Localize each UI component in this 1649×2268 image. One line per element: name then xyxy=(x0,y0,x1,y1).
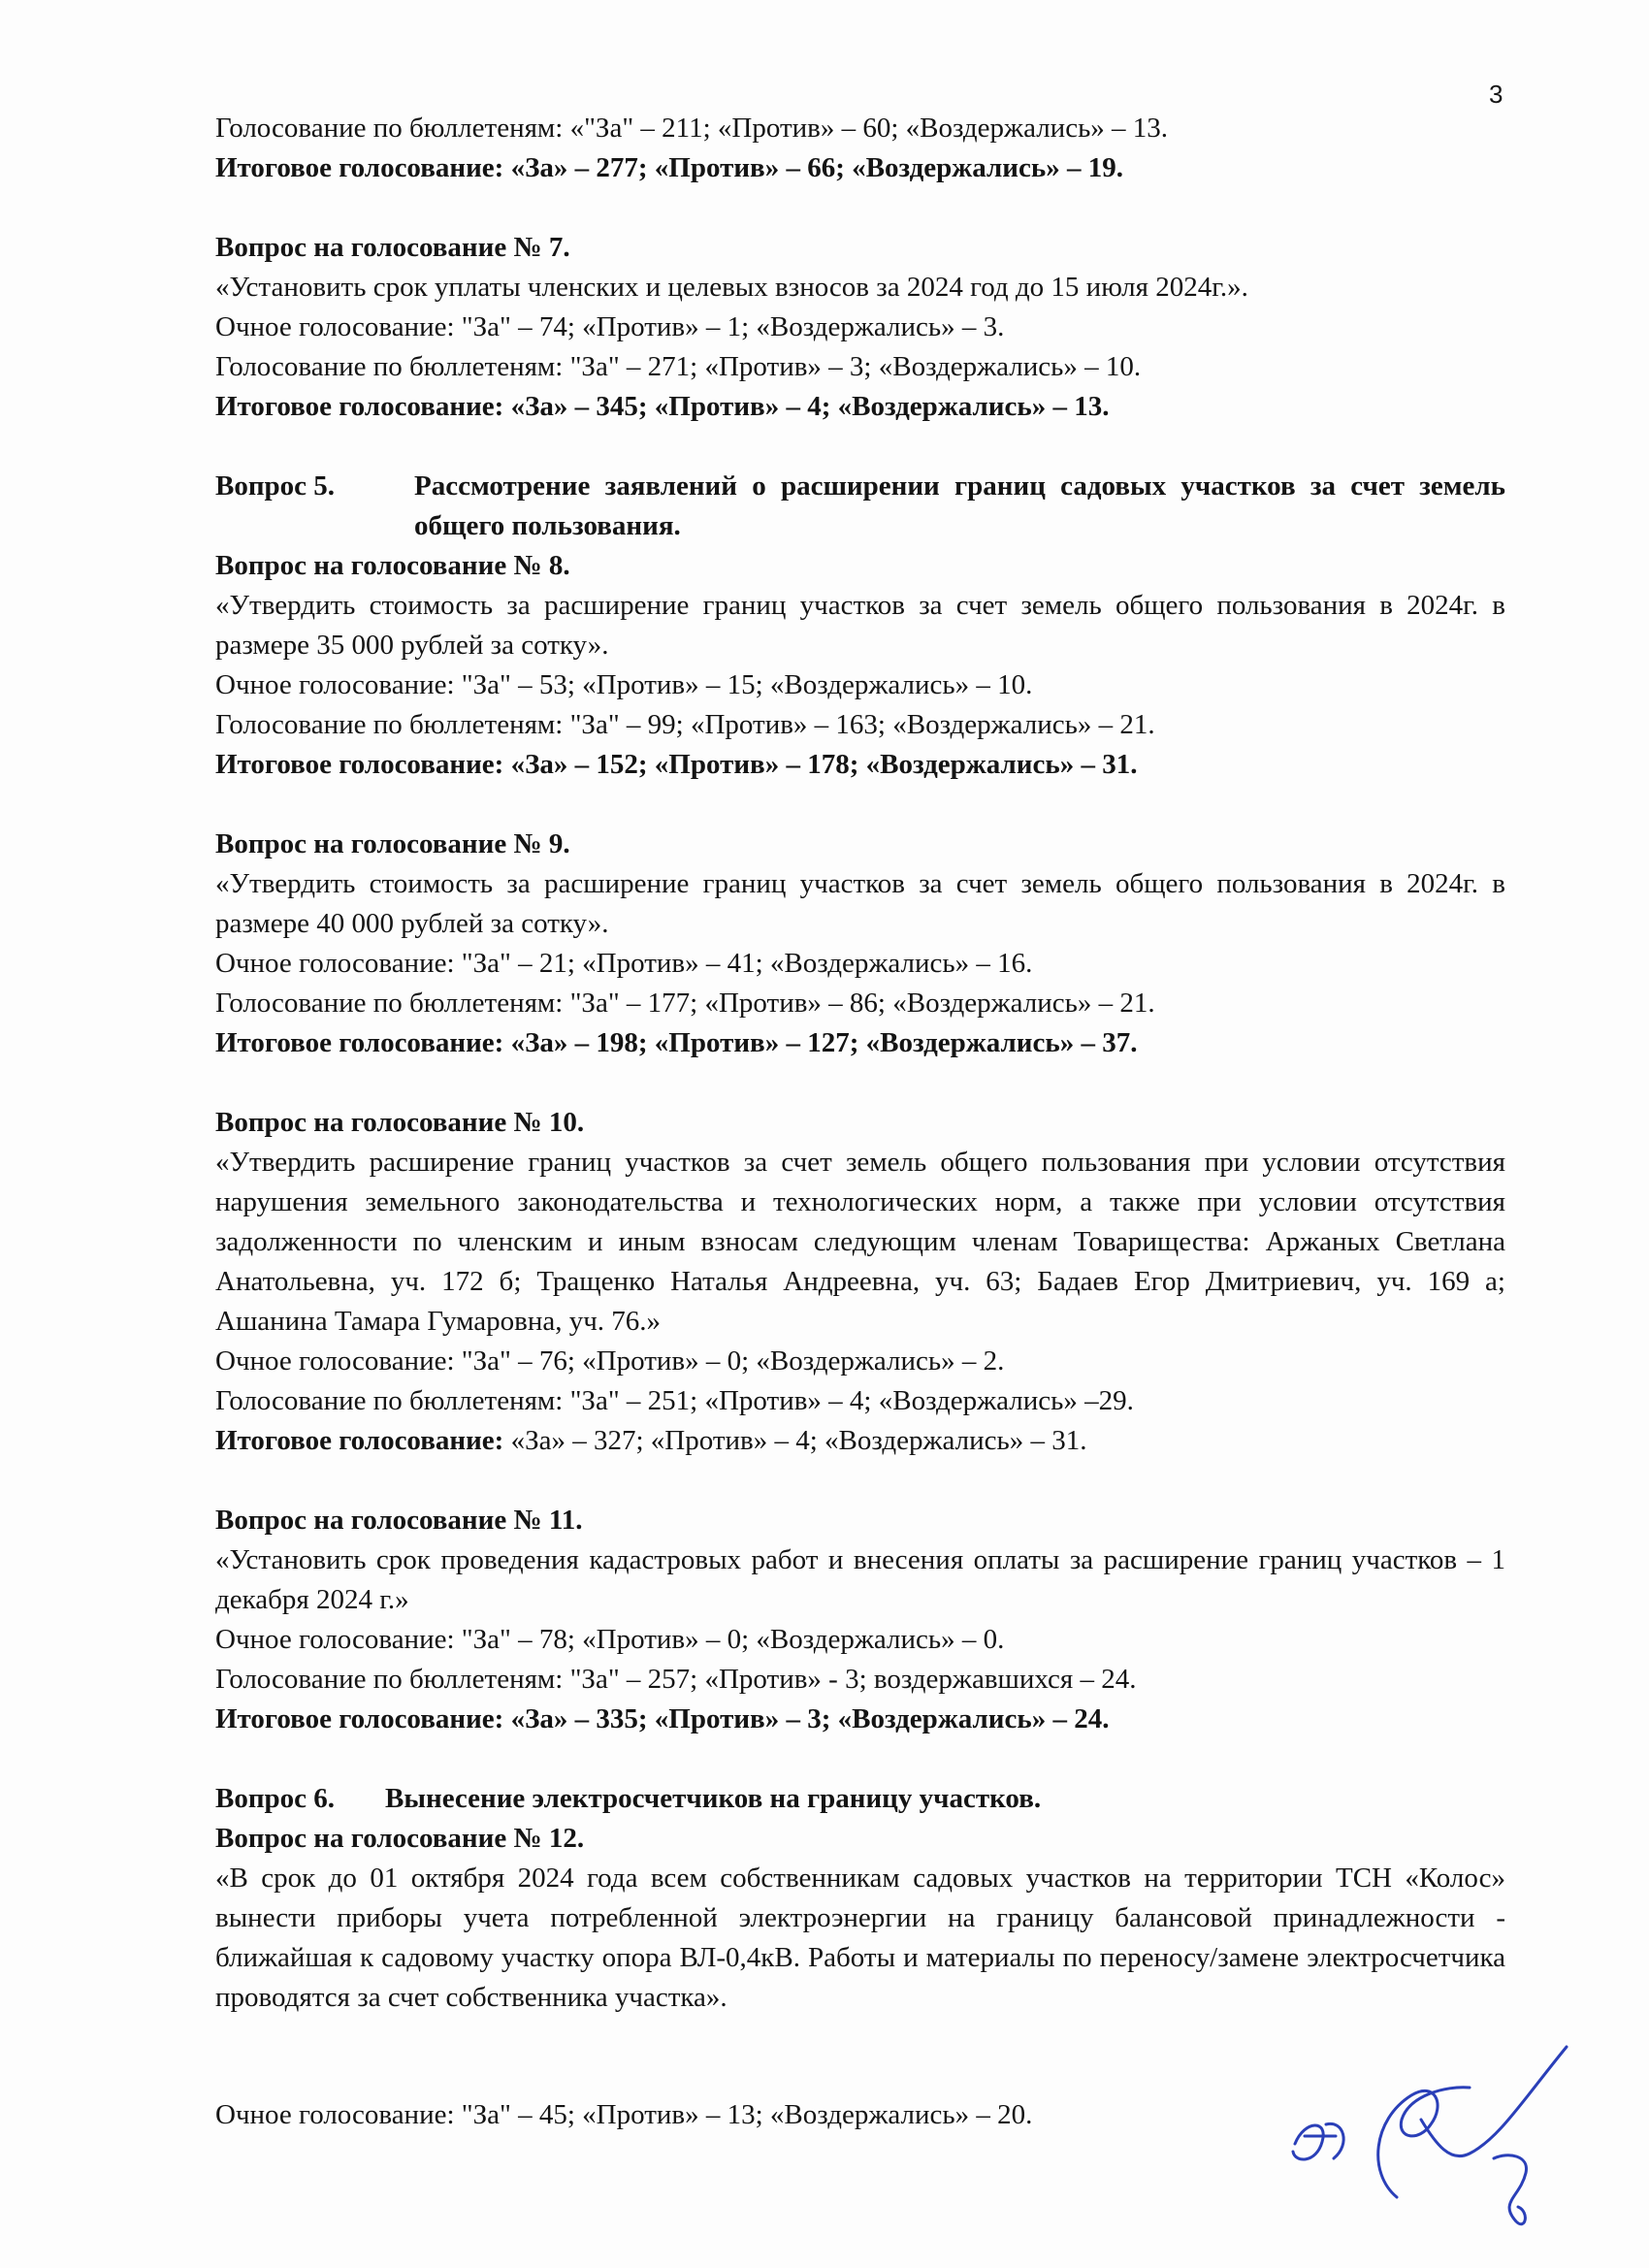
q7-ballot-vote: Голосование по бюллетеням: "За" – 271; «Против» – 3; «Воздержались» – 10. xyxy=(215,351,1142,382)
q11-inperson-vote: Очное голосование: "За" – 78; «Против» – 0; «Воздержались» – 0. xyxy=(215,1624,1005,1655)
spacer xyxy=(215,427,1505,467)
page-number: 3 xyxy=(1489,80,1504,109)
q10-inperson-vote: Очное голосование: "За" – 76; «Против» – 0; «Воздержались» – 2. xyxy=(215,1345,1005,1377)
q10-heading: Вопрос на голосование № 10. xyxy=(215,1107,585,1138)
signature-initials-stroke xyxy=(1293,2123,1343,2159)
q9-ballot-vote: Голосование по бюллетеням: "За" – 177; «Против» – 86; «Воздержались» – 21. xyxy=(215,988,1155,1019)
signature-loop-stroke xyxy=(1378,2088,1470,2197)
section-5-number: Вопрос 5. xyxy=(215,470,336,502)
q8-ballot-vote: Голосование по бюллетеням: "За" – 99; «Против» – 163; «Воздержались» – 21. xyxy=(215,709,1155,740)
q10-total-vote xyxy=(215,1421,1505,1461)
q7-total-vote: Итоговое голосование: «За» – 345; «Против» – 4; «Воздержались» – 13. xyxy=(215,391,1110,422)
q12-text: «В срок до 01 октября 2024 года всем собственникам садовых участков на территории ТСН «Колос» вынести приборы учета потребленной электроэнергии на границу балансовой принадлежности - ближайшая к садовому участку опора ВЛ-0,4кВ. Работы и материалы по переносу/замене электросчетчика проводятся за счет собственника участка». xyxy=(215,1863,1505,2013)
q12-inperson-vote: Очное голосование: "За" – 45; «Против» – 13; «Воздержались» – 20. xyxy=(215,2099,1033,2130)
section-5-title: Рассмотрение заявлений о расширении границ садовых участков за счет земель общего пользования. xyxy=(414,470,1505,541)
q11-text: «Установить срок проведения кадастровых работ и внесения оплаты за расширение границ участков – 1 декабря 2024 г.» xyxy=(215,1544,1505,1615)
spacer xyxy=(215,785,1505,825)
q7-inperson-vote: Очное голосование: "За" – 74; «Против» – 1; «Воздержались» – 3. xyxy=(215,311,1005,342)
q8-inperson-vote: Очное голосование: "За" – 53; «Против» – 15; «Воздержались» – 10. xyxy=(215,669,1033,700)
q10-text: «Утвердить расширение границ участков за счет земель общего пользования при условии отсутствия нарушения земельного законодательства и технологических норм, а также при условии отсутствия задолженности по членским и иным взносам следующим членам Товарищества: Аржаных Светлана Анатольевна, уч. 172 б; Тращенко Наталья Андреевна, уч. 63; Бадаев Егор Дмитриевич, уч. 169 а; Ашанина Тамара Гумаровна, уч. 76.» xyxy=(215,1147,1505,1337)
prev-total-vote: Итоговое голосование: «За» – 277; «Против» – 66; «Воздержались» – 19. xyxy=(215,152,1123,183)
q7-heading: Вопрос на голосование № 7. xyxy=(215,232,570,263)
q11-heading: Вопрос на голосование № 11. xyxy=(215,1505,583,1536)
q8-total-vote: Итоговое голосование: «За» – 152; «Против» – 178; «Воздержались» – 31. xyxy=(215,749,1138,780)
spacer xyxy=(215,1461,1505,1501)
q8-heading: Вопрос на голосование № 8. xyxy=(215,550,570,581)
spacer xyxy=(215,1739,1505,1779)
q10-total-label: Итоговое голосование: xyxy=(215,1425,504,1456)
q10-total-values: «За» – 327; «Против» – 4; «Воздержались» – 31. xyxy=(503,1425,1087,1456)
q12-heading: Вопрос на голосование № 12. xyxy=(215,1823,585,1854)
section-5-heading xyxy=(215,467,1505,546)
spacer xyxy=(215,188,1505,228)
handwritten-signature xyxy=(1276,2027,1586,2251)
q9-heading: Вопрос на голосование № 9. xyxy=(215,828,570,859)
q9-total-vote: Итоговое голосование: «За» – 198; «Против» – 127; «Воздержались» – 37. xyxy=(215,1027,1138,1058)
section-6-number: Вопрос 6. xyxy=(215,1783,336,1814)
prev-ballot-vote: Голосование по бюллетеням: «"За" – 211; «Против» – 60; «Воздержались» – 13. xyxy=(215,113,1169,144)
section-6-title: Вынесение электросчетчиков на границу участков. xyxy=(385,1783,1042,1814)
spacer xyxy=(215,1063,1505,1103)
q8-text: «Утвердить стоимость за расширение границ участков за счет земель общего пользования в 2024г. в размере 35 000 рублей за сотку». xyxy=(215,590,1505,661)
document-body xyxy=(215,109,1505,2135)
q10-ballot-vote: Голосование по бюллетеням: "За" – 251; «Против» – 4; «Воздержались» –29. xyxy=(215,1385,1134,1416)
q11-ballot-vote: Голосование по бюллетеням: "За" – 257; «Против» - 3; воздержавшихся – 24. xyxy=(215,1664,1137,1695)
q9-text: «Утвердить стоимость за расширение границ участков за счет земель общего пользования в 2024г. в размере 40 000 рублей за сотку». xyxy=(215,868,1505,939)
q11-total-vote: Итоговое голосование: «За» – 335; «Против» – 3; «Воздержались» – 24. xyxy=(215,1703,1110,1734)
section-6-heading xyxy=(215,1779,1505,1819)
q7-text: «Установить срок уплаты членских и целевых взносов за 2024 год до 15 июля 2024г.». xyxy=(215,272,1248,303)
q9-inperson-vote: Очное голосование: "За" – 21; «Против» – 41; «Воздержались» – 16. xyxy=(215,948,1033,979)
signature-bottom-stroke xyxy=(1494,2155,1526,2224)
signature-tail-stroke xyxy=(1421,2047,1567,2156)
